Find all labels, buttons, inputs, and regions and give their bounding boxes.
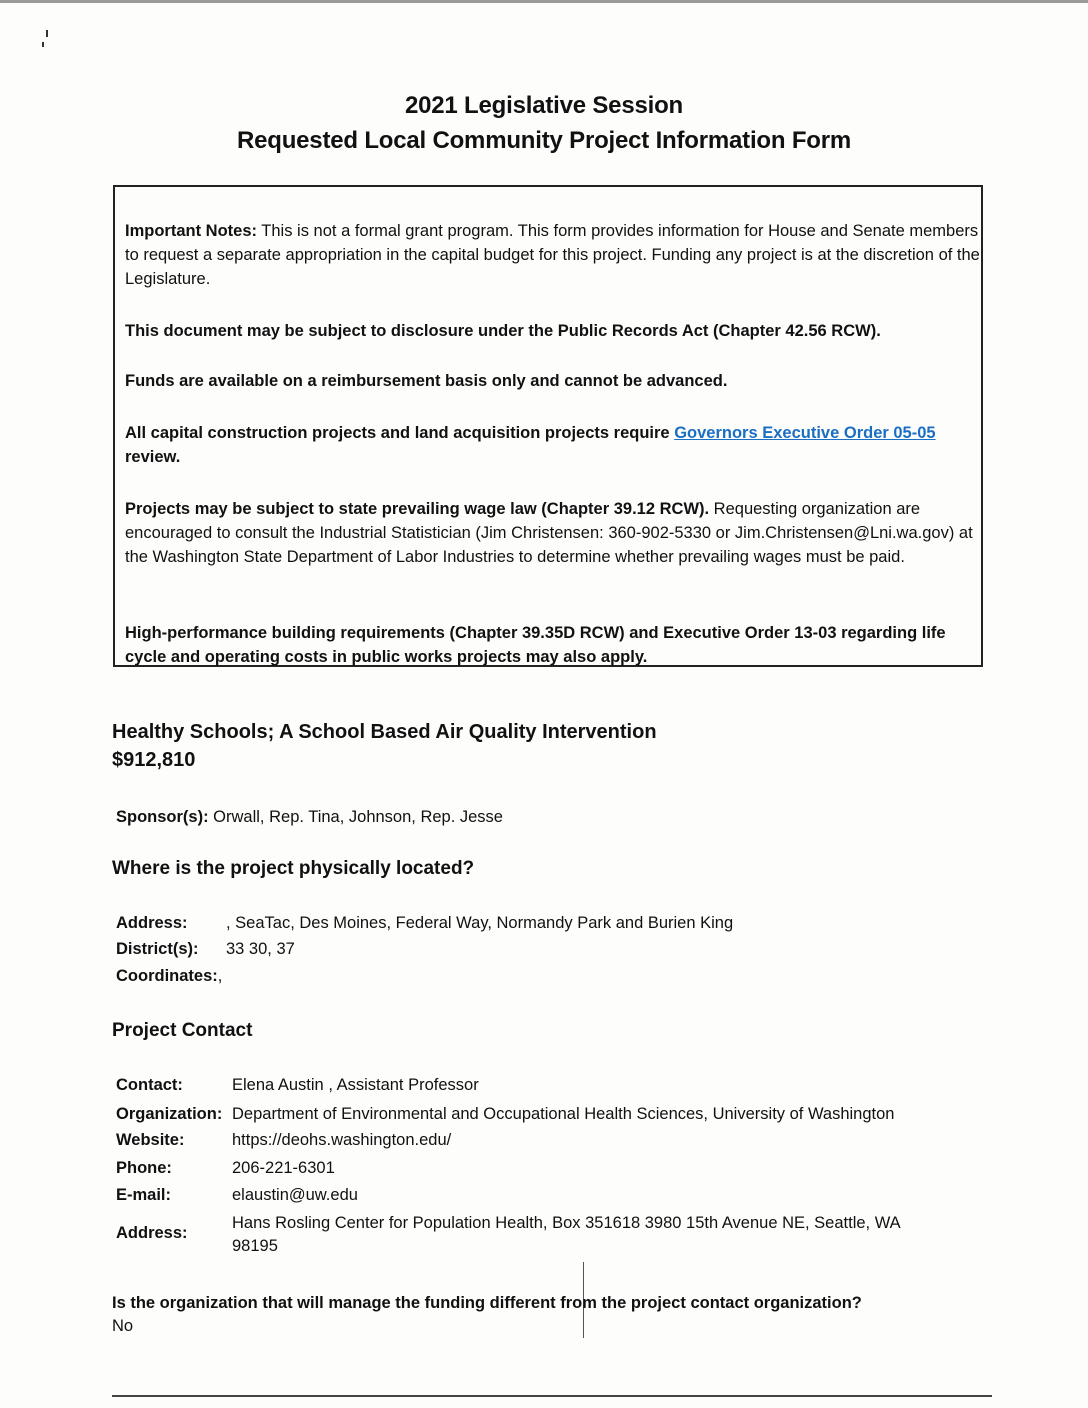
website-value[interactable]: https://deohs.washington.edu/ (232, 1131, 452, 1149)
wage-text: Requesting organization are encouraged to consult the Industrial Statistician (Jim Christensen: 360-902-5330 or Jim.Christensen@Lni.wa.gov) at the Washington State Department of Labor Industries to determine whether prevailing wages must be paid. (125, 500, 973, 566)
organization-label: Organization: (116, 1105, 223, 1123)
project-name: Healthy Schools; A School Based Air Quality Intervention (112, 721, 657, 743)
phone-value: 206-221-6301 (232, 1159, 335, 1177)
email-label: E-mail: (116, 1186, 172, 1204)
capital-note (125, 421, 980, 469)
executive-order-link[interactable]: Governors Executive Order 05-05 (674, 424, 936, 442)
phone-label: Phone: (116, 1159, 172, 1177)
districts-value: 33 30, 37 (226, 940, 295, 958)
sponsors (116, 808, 503, 827)
location-address-value: , SeaTac, Des Moines, Federal Way, Normandy Park and Burien King (226, 914, 734, 932)
form-title-main: Requested Local Community Project Information Form (236, 127, 852, 154)
coordinates-row (116, 967, 222, 986)
districts-label: District(s): (116, 940, 199, 958)
email-row (116, 1186, 358, 1205)
contact-address-row (116, 1224, 188, 1243)
phone-row (116, 1159, 335, 1178)
contact-row (116, 1076, 479, 1095)
location-address-label: Address: (116, 914, 188, 932)
funding-question: Is the organization that will manage the funding different from the project contact organization? (112, 1294, 862, 1312)
location-heading: Where is the project physically located? (112, 858, 475, 879)
location-address-row (116, 914, 734, 933)
contact-address-label: Address: (116, 1224, 188, 1242)
districts-row (116, 940, 295, 959)
important-notes (125, 219, 980, 291)
important-notes-text: This is not a formal grant program. This form provides information for House and Senate members to request a separate appropriation in the capital budget for this project. Funding any project is at the discretion of the Legislature. (125, 222, 980, 288)
funds-text: Funds are available on a reimbursement basis only and cannot be advanced. (125, 372, 728, 390)
project-amount: $912,810 (112, 749, 196, 771)
capital-suffix: review. (125, 448, 181, 466)
website-row (116, 1131, 452, 1150)
important-notes-box (113, 185, 983, 667)
scan-edge-bottom (112, 1395, 992, 1397)
high-performance-note (125, 621, 980, 669)
disclosure-text: This document may be subject to disclosure under the Public Records Act (Chapter 42.56 RCW). (125, 322, 881, 340)
website-label: Website: (116, 1131, 185, 1149)
organization-value: Department of Environmental and Occupational Health Sciences, University of Washington (232, 1105, 895, 1123)
email-value[interactable]: elaustin@uw.edu (232, 1186, 358, 1204)
sponsors-label: Sponsor(s): (116, 808, 209, 826)
funds-note (125, 369, 980, 393)
contact-address-line1: Hans Rosling Center for Population Health, Box 351618 3980 15th Avenue NE, Seattle, WA (232, 1214, 901, 1232)
organization-row (116, 1105, 895, 1124)
scan-speck (46, 30, 48, 37)
scan-speck (42, 42, 44, 47)
sponsors-value: Orwall, Rep. Tina, Johnson, Rep. Jesse (208, 808, 503, 826)
coordinates-value: , (217, 967, 223, 985)
contact-value: Elena Austin , Assistant Professor (232, 1076, 479, 1094)
disclosure-note (125, 319, 980, 343)
funding-answer: No (112, 1317, 134, 1335)
contact-heading: Project Contact (112, 1020, 253, 1041)
form-title-session: 2021 Legislative Session (404, 92, 684, 119)
wage-note (125, 497, 980, 569)
capital-text: All capital construction projects and land acquisition projects require (125, 424, 675, 442)
contact-label: Contact: (116, 1076, 183, 1094)
high-performance-text: High-performance building requirements (Chapter 39.35D RCW) and Executive Order 13-03 regarding life cycle and operating costs in public works projects may also apply. (125, 624, 946, 666)
important-notes-label: Important Notes: (125, 222, 257, 240)
scan-edge-top (0, 0, 1088, 3)
coordinates-label: Coordinates: (116, 967, 218, 985)
wage-bold: Projects may be subject to state prevailing wage law (Chapter 39.12 RCW). (125, 500, 710, 518)
contact-address-line2: 98195 (232, 1237, 278, 1255)
